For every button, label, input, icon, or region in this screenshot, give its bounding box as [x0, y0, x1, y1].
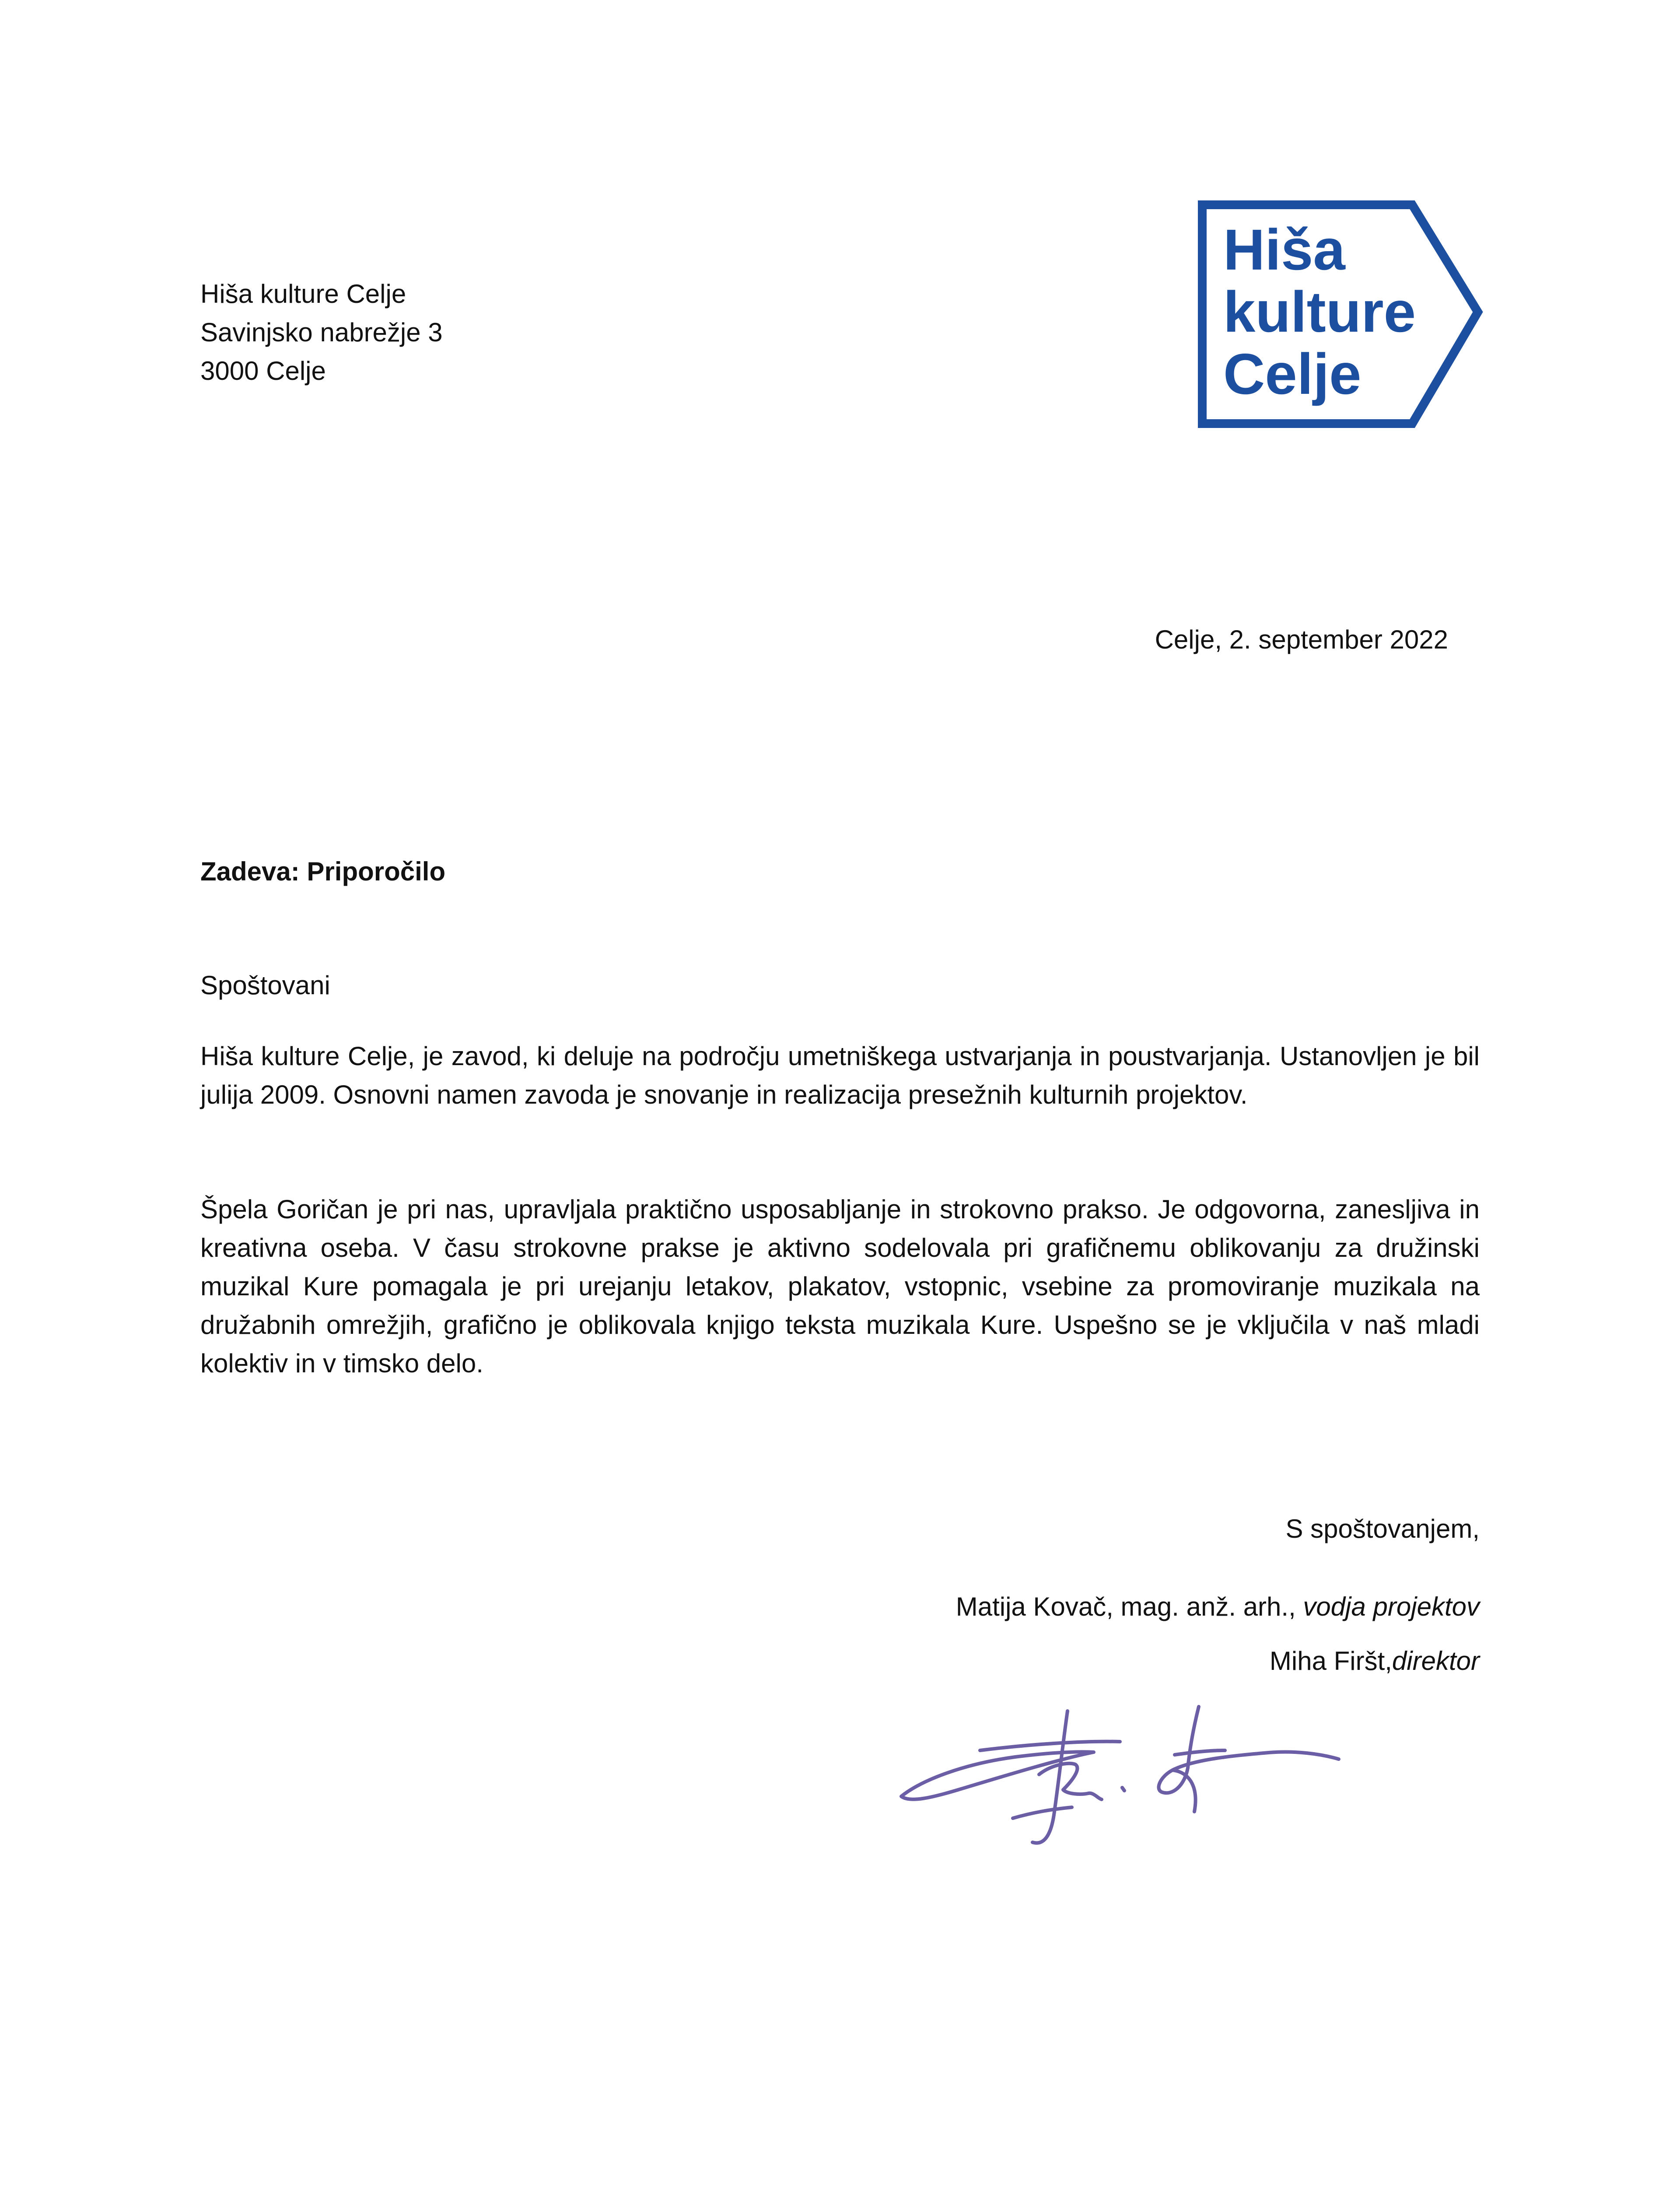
signatory-1-role: vodja projektov	[1303, 1592, 1480, 1621]
letter-date: Celje, 2. september 2022	[1155, 625, 1448, 654]
letter-subject: Zadeva: Priporočilo	[200, 857, 446, 886]
handwritten-signature	[892, 1698, 1348, 1882]
sender-city: 3000 Celje	[200, 356, 326, 386]
hisa-kulture-logo	[1198, 200, 1487, 428]
logo-line-1: Hiša	[1223, 217, 1345, 282]
signatory-1-name: Matija Kovač, mag. anž. arh.,	[956, 1592, 1296, 1621]
signatory-2	[1270, 1642, 1480, 1680]
body-paragraph-1: Hiša kulture Celje, je zavod, ki deluje na področju umetniškega ustvarjanja in poustvarjanja. Ustanovljen je bil julija 2009. Osnovni namen zavoda je snovanje in realizacija presežnih kulturnih projektov.	[200, 1041, 1480, 1109]
letter-greeting: Spoštovani	[200, 971, 330, 1000]
signatory-2-name: Miha Firšt,	[1269, 1646, 1392, 1676]
signatory-1	[956, 1588, 1480, 1626]
signatory-2-role: direktor	[1392, 1646, 1480, 1676]
logo-line-2: kulture	[1223, 280, 1416, 344]
sender-street: Savinjsko nabrežje 3	[200, 318, 443, 347]
sender-address	[200, 275, 443, 390]
body-paragraph-2: Špela Goričan je pri nas, upravljala praktično usposabljanje in strokovno prakso. Je odgovorna, zanesljiva in kreativna oseba. V času strokovne prakse je aktivno sodelovala pri grafičnemu oblikovanju za družinski muzikal Kure pomagala je pri urejanju letakov, plakatov, vstopnic, vsebine za promoviranje muzikala na družabnih omrežjih, grafično je oblikovala knjigo teksta muzikala Kure. Uspešno se je vključila v naš mladi kolektiv in v timsko delo.	[200, 1195, 1480, 1378]
logo-line-3: Celje	[1223, 342, 1362, 406]
sender-name: Hiša kulture Celje	[200, 279, 406, 309]
letter-closing: S spoštovanjem,	[1285, 1514, 1480, 1543]
